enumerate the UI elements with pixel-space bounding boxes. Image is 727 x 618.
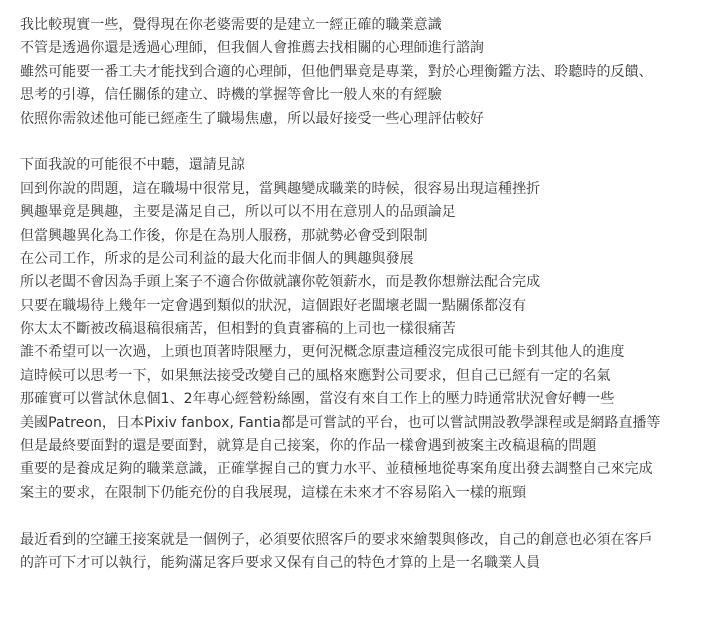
paragraph-advice	[20, 154, 720, 505]
text-line: 雖然可能要一番工夫才能找到合適的心理師，但他們畢竟是專業，對於心理衡鑑方法、聆聽時的反饋、	[20, 63, 653, 80]
text-line: 回到你說的問題，這在職場中很常見，當興趣變成職業的時候，很容易出現這種挫折	[20, 180, 541, 197]
text-line: 不管是透過你還是透過心理師，但我個人會推薦去找相關的心理師進行諮詢	[20, 40, 484, 57]
text-line: 你太太不斷被改稿退稿很痛苦，但相對的負責審稿的上司也一樣很痛苦	[20, 321, 456, 338]
text-line: 只要在職場待上幾年一定會遇到類似的狀況，這個跟好老闆壞老闆一點關係都沒有	[20, 297, 527, 314]
text-line: 下面我說的可能很不中聽，還請見諒	[20, 157, 245, 174]
post-body	[20, 14, 720, 575]
paragraph-example	[20, 529, 720, 576]
text-line: 但是最終要面對的還是要面對，就算是自己接案，你的作品一樣會遇到被案主改稿退稿的問題	[20, 438, 597, 455]
text-line: 所以老闆不會因為手頭上案子不適合你做就讓你乾領薪水，而是教你想辦法配合完成	[20, 274, 541, 291]
paragraph-gap	[20, 505, 720, 528]
text-line: 在公司工作，所求的是公司利益的最大化而非個人的興趣與發展	[20, 250, 414, 267]
text-line: 案主的要求，在限制下仍能充份的自我展現，這樣在未來才不容易陷入一樣的瓶頸	[20, 484, 527, 501]
paragraph-intro	[20, 14, 720, 131]
text-line: 這時候可以思考一下，如果無法接受改變自己的風格來應對公司要求，但自己已經有一定的名氣	[20, 367, 611, 384]
text-line: 重要的是養成足夠的職業意識，正確掌握自己的實力水平、並積極地從專案角度出發去調整自己來完成	[20, 461, 653, 478]
text-line: 美國Patreon，日本Pixiv fanbox, Fantia都是可嘗試的平台，也可以嘗試開設教學課程或是網路直播等	[20, 414, 661, 431]
text-line: 我比較現實一些，覺得現在你老婆需要的是建立一經正確的職業意識	[20, 17, 442, 33]
text-line: 那確實可以嘗試休息個1、2年專心經營粉絲團，當沒有來自工作上的壓力時通常狀況會好轉一些	[20, 391, 615, 408]
paragraph-gap	[20, 131, 720, 154]
text-line: 誰不希望可以一次過，上頭也頂著時限壓力，更何況概念原畫這種沒完成很可能卡到其他人的進度	[20, 344, 625, 361]
text-line: 但當興趣異化為工作後，你是在為別人服務，那就勢必會受到限制	[20, 227, 428, 244]
text-line: 的許可下才可以執行，能夠滿足客戶要求又保有自己的特色才算的上是一名職業人員	[20, 554, 541, 571]
text-line: 思考的引導，信任關係的建立、時機的掌握等會比一般人來的有經驗	[20, 87, 442, 104]
text-line: 依照你需敘述他可能已經產生了職場焦慮，所以最好接受一些心理評估較好	[20, 110, 484, 127]
text-line: 最近看到的空罐王接案就是一個例子，必須要依照客戶的要求來繪製與修改，自己的創意也必須在客戶	[20, 531, 653, 548]
text-line: 興趣畢竟是興趣，主要是滿足自己，所以可以不用在意別人的品頭論足	[20, 204, 456, 221]
